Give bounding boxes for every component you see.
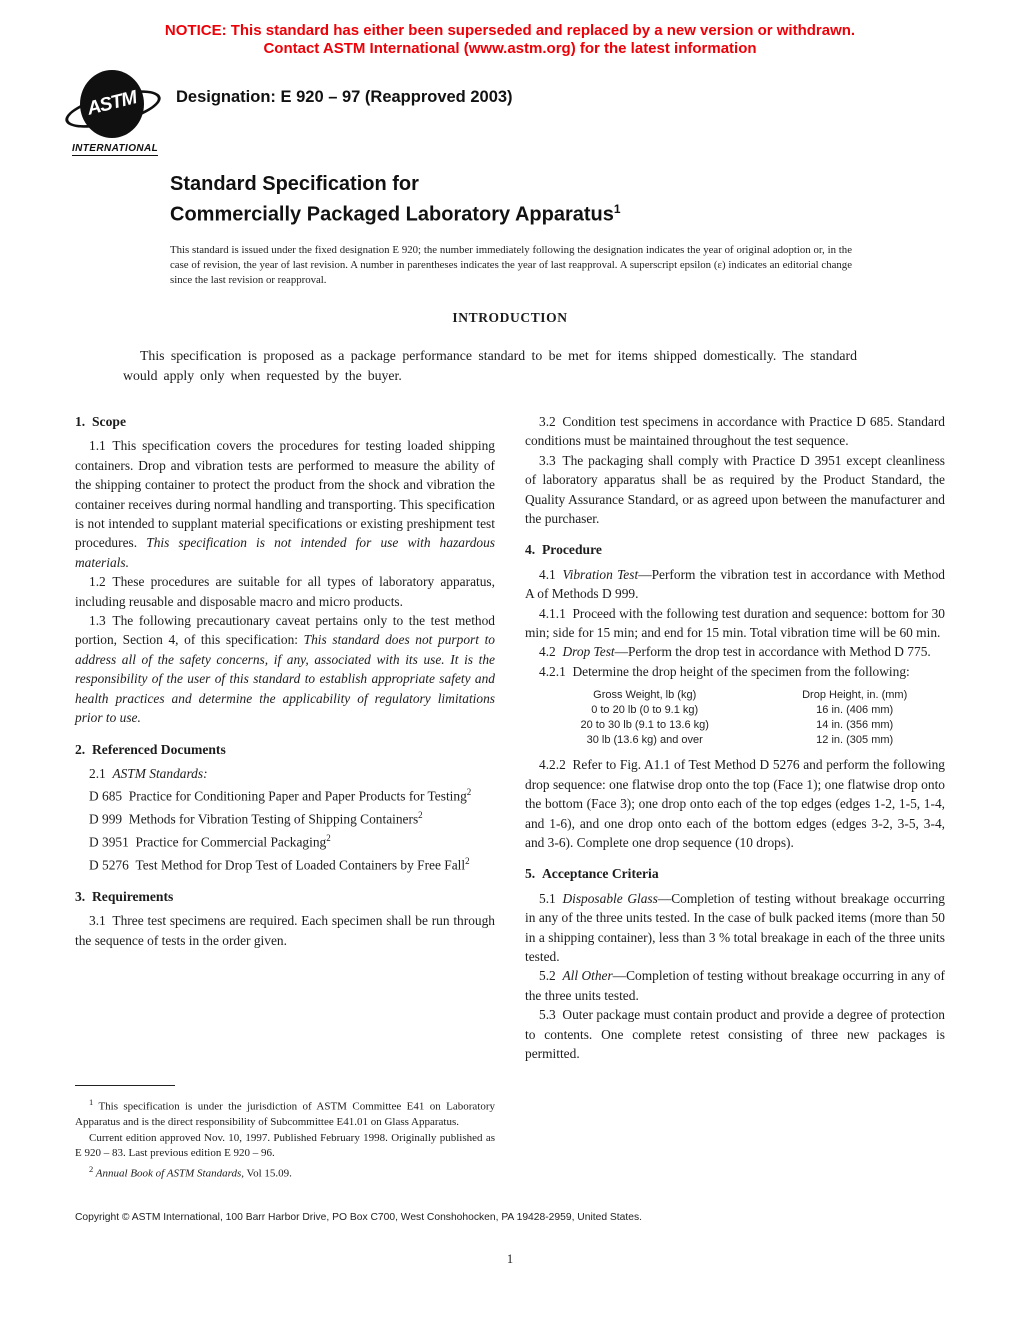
table-cell-height: 14 in. (356 mm)	[816, 719, 894, 732]
footnote-2-italic: Annual Book of ASTM Standards,	[93, 1167, 244, 1180]
paragraph-4-1-number: 4.1	[539, 566, 563, 582]
reference-item-d999-text: D 999 Methods for Vibration Testing of Shipping Containers	[89, 811, 419, 827]
footnote-2	[75, 1162, 495, 1182]
section-1-heading: 1. Scope	[75, 414, 126, 429]
paragraph-5-1-italic: Disposable Glass	[562, 890, 658, 906]
paragraph-2-1	[75, 764, 495, 783]
title-line-2	[170, 197, 621, 228]
table-cell-height: 12 in. (305 mm)	[816, 734, 894, 747]
paragraph-5-1-number: 5.1	[539, 890, 563, 906]
reference-item-d685-text: D 685 Practice for Conditioning Paper and Paper Products for Testing	[89, 788, 467, 804]
footnote-1-continued: Current edition approved Nov. 10, 1997. Published February 1998. Originally published as E 920 – 83. Last previous edition E 920 – 96.	[75, 1131, 495, 1160]
reference-item-d999	[89, 806, 495, 829]
table-cell-weight: 20 to 30 lb (9.1 to 13.6 kg)	[580, 719, 709, 732]
reference-item-d3951-text: D 3951 Practice for Commercial Packaging	[89, 834, 327, 850]
table-cell-weight: 0 to 20 lb (0 to 9.1 kg)	[591, 704, 699, 717]
introduction-paragraph: This specification is proposed as a package performance standard to be met for items shipped domestically. The standard would apply only when requested by the buyer.	[123, 348, 857, 383]
footnote-2-marker: 2	[89, 1163, 94, 1174]
table-row	[525, 733, 945, 748]
drop-height-table-header	[525, 688, 945, 703]
paragraph-1-2: 1.2 These procedures are suitable for all types of laboratory apparatus, including reusable and disposable macro and micro products.	[75, 574, 495, 609]
reference-item-d3951	[89, 829, 495, 852]
section-4-heading: 4. Procedure	[525, 542, 602, 558]
paragraph-5-2	[525, 966, 945, 1005]
astm-logo-globe-icon	[80, 70, 144, 138]
gross-weight-header: Gross Weight, lb (kg)	[593, 689, 697, 702]
page-number: 1	[506, 1252, 514, 1266]
footnote-separator	[75, 1085, 175, 1086]
paragraph-4-1-italic: Vibration Test	[562, 566, 639, 582]
paragraph-2-1-italic: ASTM Standards:	[112, 765, 208, 781]
paragraph-5-2-roman: —Completion of testing without breakage occurring in any of the three units tested.	[525, 968, 945, 1003]
two-column-body	[75, 407, 945, 1182]
reference-item-d5276-text: D 5276 Test Method for Drop Test of Loaded Containers by Free Fall	[89, 857, 466, 873]
section-5-heading: 5. Acceptance Criteria	[525, 866, 659, 882]
drop-height-table	[525, 688, 945, 748]
paragraph-1-1-italic: This specification is not intended for use with hazardous materials.	[75, 535, 495, 570]
paragraph-4-2-number: 4.2	[539, 644, 563, 660]
reference-item-d685-sup: 2	[466, 787, 472, 798]
reference-item-d5276	[89, 852, 495, 875]
paragraph-5-2-italic: All Other	[562, 968, 613, 984]
reference-item-d685	[89, 783, 495, 806]
issued-under-note: This standard is issued under the fixed designation E 920; the number immediately following the designation indicates the year of original adoption or, in the case of revision, the year of last revision. A number in parentheses indicates the year of last reapproval. A superscript epsilon (ε) indicates an editorial change since the last revision or reapproval.	[170, 244, 852, 286]
section-2-heading: 2. Referenced Documents	[75, 741, 226, 757]
superseded-notice	[0, 22, 1020, 58]
reference-item-d5276-sup: 2	[465, 855, 470, 866]
paragraph-4-1	[525, 565, 945, 604]
paragraph-3-1: 3.1 Three test specimens are required. Each specimen shall be run through the sequence of tests in the order given.	[75, 913, 495, 948]
paragraph-1-1-roman: 1.1 This specification covers the procedures for testing loaded shipping containers. Drop and vibration tests are performed to measure the ability of the shipping container to protect the product from the shock and vibration the container receives during normal handling and transporting. This specification is not intended to supplant material specifications or existing preshipment test procedures.	[75, 438, 495, 551]
footnote-2-rest: Vol 15.09.	[244, 1167, 292, 1180]
paragraph-1-3-italic: This standard does not purport to address all of the safety concerns, if any, associated with its use. It is the responsibility of the user of this standard to establish appropriate safety and health practices and determine the applicability of regulatory limitations prior to use.	[75, 632, 495, 726]
paragraph-3-2: 3.2 Condition test specimens in accordance with Practice D 685. Standard conditions must be maintained throughout the test sequence.	[525, 414, 945, 449]
copyright-line: Copyright © ASTM International, 100 Barr Harbor Drive, PO Box C700, West Conshohocken, PA 19428-2959, United States.	[75, 1212, 642, 1223]
document-title	[170, 172, 621, 228]
paragraph-4-2-roman: —Perform the drop test in accordance with Method D 775.	[614, 644, 931, 660]
footnote-block	[75, 1085, 495, 1182]
footnote-1	[75, 1095, 495, 1131]
astm-logo-international-label: INTERNATIONAL	[72, 143, 159, 154]
footnote-1-marker: 1	[89, 1096, 94, 1107]
notice-line-2: Contact ASTM International (www.astm.org) for the latest information	[263, 40, 757, 57]
astm-logo-text: ASTM	[85, 87, 139, 120]
designation-line: Designation: E 920 – 97 (Reapproved 2003)	[176, 88, 513, 106]
table-cell-height: 16 in. (406 mm)	[816, 704, 894, 717]
reference-item-d3951-sup: 2	[326, 833, 331, 844]
left-column	[75, 407, 495, 1182]
paragraph-5-1	[525, 889, 945, 967]
paragraph-1-3-roman: 1.3 The following precautionary caveat pertains only to the test method portion, Section 4, of this specification:	[75, 613, 495, 648]
title-line-2-text: Commercially Packaged Laboratory Apparatus	[170, 203, 614, 226]
introduction-heading: INTRODUCTION	[452, 310, 568, 325]
astm-logo	[72, 70, 182, 156]
table-row	[525, 718, 945, 733]
footnote-1-text: This specification is under the jurisdiction of ASTM Committee E41 on Laboratory Apparatus and is the direct responsibility of Subcommittee E41.01 on Glass Apparatus.	[75, 1100, 495, 1128]
paragraph-2-1-number: 2.1	[89, 765, 113, 781]
table-row	[525, 703, 945, 718]
paragraph-4-2-italic: Drop Test	[562, 644, 615, 660]
reference-item-d999-sup: 2	[418, 810, 423, 821]
paragraph-5-3: 5.3 Outer package must contain product and provide a degree of protection to contents. One complete retest consisting of three new packages is permitted.	[525, 1007, 945, 1061]
notice-line-1: NOTICE: This standard has either been superseded and replaced by a new version or withdrawn.	[164, 22, 856, 39]
paragraph-5-2-number: 5.2	[539, 968, 563, 984]
right-column	[525, 407, 945, 1182]
paragraph-3-3: 3.3 The packaging shall comply with Practice D 3951 except cleanliness of laboratory apparatus shall be as required by the Product Standard, the Quality Assurance Standard, or as agreed upon between the manufacturer and the purchaser.	[525, 452, 945, 527]
title-footnote-ref: 1	[613, 202, 621, 216]
drop-height-header: Drop Height, in. (mm)	[802, 689, 908, 702]
table-cell-weight: 30 lb (13.6 kg) and over	[586, 734, 703, 747]
paragraph-4-1-1: 4.1.1 Proceed with the following test duration and sequence: bottom for 30 min; side for 15 min; and end for 15 min. Total vibration time will be 60 min.	[525, 605, 945, 641]
paragraph-4-1-roman: —Perform the vibration test in accordance with Method A of Methods D 999.	[525, 566, 946, 602]
paragraph-4-2-2: 4.2.2 Refer to Fig. A1.1 of Test Method D 5276 and perform the following drop sequence: one flatwise drop onto the top (Face 1); one flatwise drop onto the bottom (Face 3); one drop onto each of the top edges (edges 1-2, 1-5, 1-4, and 1-6), and one drop onto each of the bottom edges (edges 3-2, 3-5, 3-4, and 3-6). Complete one drop sequence (10 drops).	[525, 757, 945, 850]
paragraph-4-2-1: 4.2.1 Determine the drop height of the specimen from the following:	[539, 663, 910, 679]
title-line-1: Standard Specification for	[170, 173, 419, 195]
paragraph-4-2	[525, 642, 945, 661]
paragraph-5-1-roman: —Completion of testing without breakage occurring in any of the three units tested. In the case of bulk packed items (more than 50 in a shipping container), less than 3 % total breakage in each of the three units tested.	[525, 890, 946, 964]
paragraph-1-3	[75, 611, 495, 727]
paragraph-1-1	[75, 436, 495, 572]
section-3-heading: 3. Requirements	[75, 888, 174, 904]
